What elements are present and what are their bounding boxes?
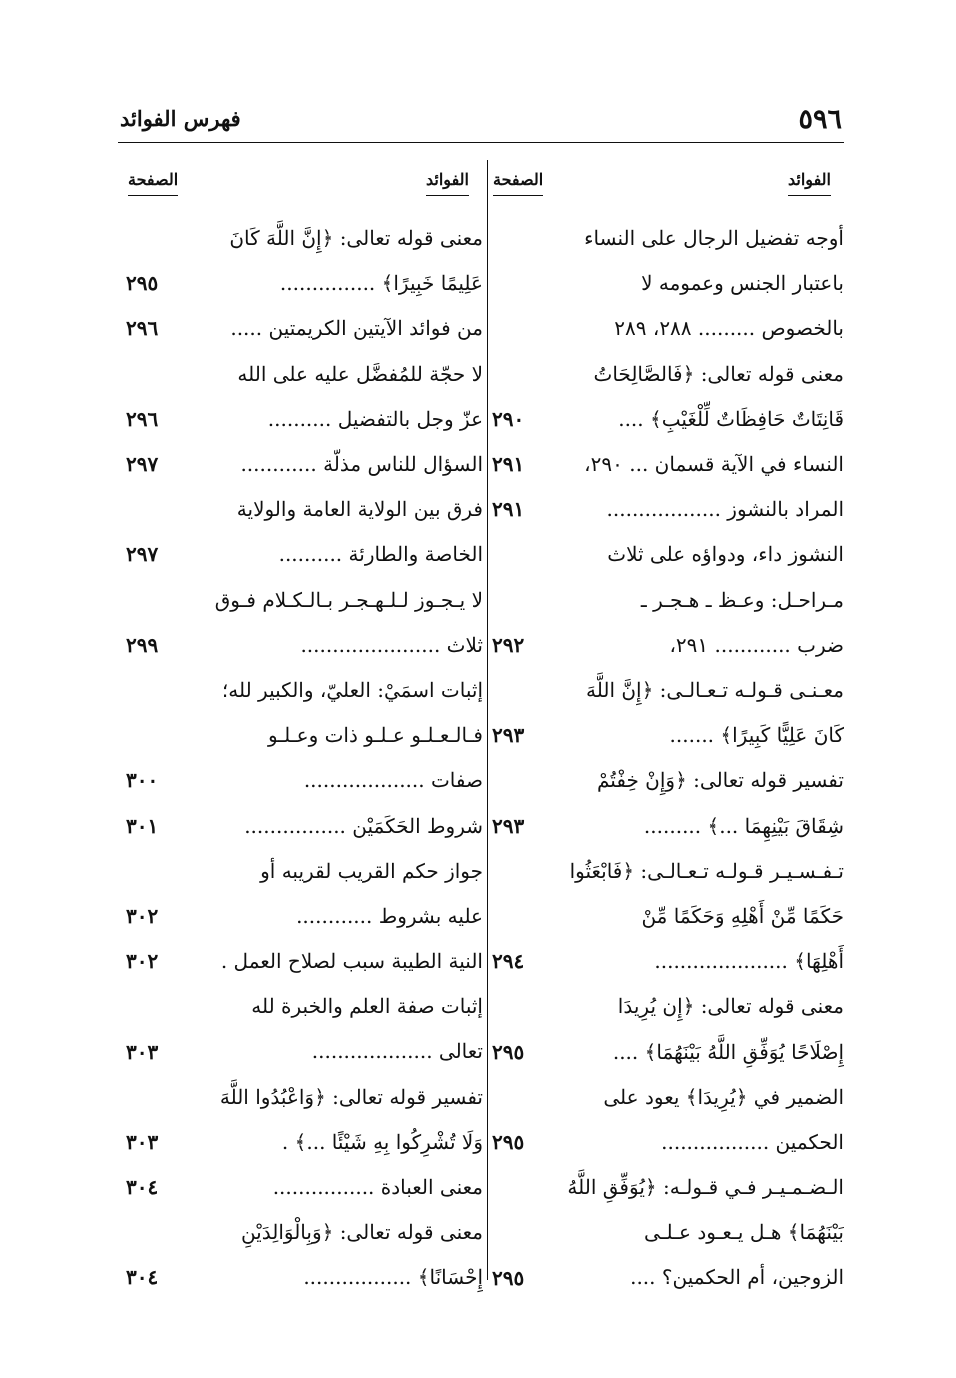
- entry-text: [181, 487, 483, 577]
- entry-text: [159, 578, 483, 668]
- index-entry: [126, 1210, 483, 1300]
- index-entry: [126, 442, 483, 487]
- entry-line: الزوجين، أم الحكمين؟ ....: [630, 1265, 844, 1290]
- entry-line: النساء في الآية قسمان ... ٢٩٠،: [584, 451, 844, 476]
- index-entry: [492, 849, 844, 985]
- right-column-benefits-header: الفوائد: [788, 170, 831, 196]
- entry-line: إِصْلَاحًا يُوَفِّقِ اللَّهُ بَيْنَهُمَا﴾ ....: [612, 1039, 844, 1064]
- entry-line: فرق بين الولاية العامة والولاية: [236, 497, 483, 522]
- entry-line: باعتبار الجنس وعمومه لا: [641, 271, 844, 296]
- entry-text: [557, 984, 844, 1074]
- entry-text: [181, 352, 483, 442]
- entry-line: لا يـجـوز لـلـهـجـر بـالـكـلام فـوق: [214, 587, 483, 612]
- left-index-column: [126, 216, 483, 1301]
- entry-text: [547, 1075, 844, 1165]
- entry-text: [541, 758, 844, 848]
- entry-line: معنى قوله تعالى: ﴿إِن يُرِيدَا: [617, 994, 844, 1019]
- page-ref: ٢٩٠: [492, 406, 525, 431]
- entry-line: وَلَا تُشْرِكُوا بِهِ شَيْئًا ...﴾ .: [281, 1129, 483, 1154]
- index-entry: [492, 352, 844, 442]
- entry-line: لا حجّة للمُفضَّل عليه على الله: [237, 361, 483, 386]
- entry-text: [188, 804, 483, 849]
- index-entry: [492, 758, 844, 848]
- entry-line: جواز حكم القريب لقريبه أو: [260, 858, 483, 883]
- entry-line: الخاصة والطارئة ..........: [278, 542, 483, 567]
- index-entry: [126, 984, 483, 1074]
- index-entry: [492, 1075, 844, 1165]
- entry-line: تعالى ...................: [311, 1039, 483, 1064]
- entry-text: [511, 1165, 844, 1301]
- page-ref: ٣٠٠: [126, 768, 159, 793]
- page-ref: ٢٩١: [492, 451, 525, 476]
- entry-line: الحكمين .................: [661, 1129, 844, 1154]
- page-ref: ٣٠٤: [126, 1175, 159, 1200]
- index-entry: [126, 804, 483, 849]
- index-entry: [126, 849, 483, 939]
- index-entry: [492, 487, 844, 532]
- page-ref: [492, 306, 546, 351]
- index-entry: [126, 216, 483, 306]
- page-ref: ٢٩٢: [492, 632, 525, 657]
- entry-line: أَهْلِهَا﴾ .....................: [654, 949, 844, 974]
- page-ref: ٢٩٧: [126, 542, 159, 567]
- page-ref: ٢٩٦: [126, 316, 159, 341]
- entry-text: [204, 849, 483, 939]
- entry-line: قَانِتَاتٌ حَافِظَاتٌ لِّلْغَيْبِ﴾ ....: [618, 406, 844, 431]
- left-column-page-header: الصفحة: [128, 170, 178, 196]
- entry-line: إِحْسَانًا﴾ .................: [303, 1265, 483, 1290]
- page-ref: ٢٩٧: [126, 451, 159, 476]
- index-entry: [492, 1165, 844, 1301]
- index-entry: [126, 487, 483, 577]
- page-ref: ٢٩٣: [492, 723, 525, 748]
- entry-line: بَيْنَهُمَا﴾ هـل يـعـود عـلـى: [644, 1220, 844, 1245]
- entry-line: تفسير قوله تعالى: ﴿وَاعْبُدُوا اللَّهَ: [219, 1084, 483, 1109]
- page-ref: ٢٩٥: [492, 1129, 525, 1154]
- page-ref: ٣٠٣: [126, 1039, 159, 1064]
- entry-line: أوجه تفضيل الرجال على النساء: [584, 226, 844, 250]
- entry-line: مـراحـل: وعـظ ـ هـجـر ـ: [640, 587, 844, 612]
- index-entry: [492, 532, 844, 668]
- entry-line: تفسير قوله تعالى: ﴿وَإِنْ خِفْتُمْ: [597, 768, 844, 793]
- running-title: فهرس الفوائد: [120, 106, 241, 131]
- entry-text: [528, 442, 844, 487]
- entry-text: [174, 306, 483, 351]
- index-entry: [126, 1075, 483, 1165]
- page-ref: ٢٩١: [492, 497, 525, 522]
- entry-line: بالخصوص ......... ٢٨٨، ٢٨٩: [614, 316, 844, 341]
- page-ref: ٢٩٦: [126, 406, 159, 431]
- page-ref: ٢٩٥: [126, 271, 159, 296]
- entry-line: عَلِيمًا خَبِيرًا﴾ ...............: [279, 271, 483, 296]
- entry-line: معـنـى قـولـه تـعـالـى: ﴿إِنَّ اللَّهَ: [586, 677, 844, 702]
- entry-line: إثبات اسمَيْ: العليّ، والكبير لله؛: [221, 677, 483, 702]
- column-divider: [487, 160, 488, 1280]
- index-entry: [126, 668, 483, 804]
- entry-line: كَانَ عَلِيًّا كَبِيرًا﴾ .......: [669, 723, 844, 748]
- entry-text: [173, 216, 483, 306]
- page-number: ٥٩٦: [798, 104, 842, 135]
- index-entry: [492, 442, 844, 487]
- entry-text: [164, 1075, 483, 1165]
- right-index-column: [492, 216, 844, 1301]
- entry-line: الضمير في ﴿يُرِيدَا﴾ يعود على: [603, 1084, 844, 1109]
- page-ref: ٣٠١: [126, 813, 159, 838]
- page-ref: ٣٠٣: [126, 1129, 159, 1154]
- entry-line: عزّ وجل بالتفضيل ..........: [267, 406, 483, 431]
- index-entry: [126, 306, 483, 351]
- entry-line: الـضـمـيـر فـي قـولـه: ﴿يُوَفِّقِ اللَّهُ: [567, 1175, 844, 1200]
- entry-text: [165, 939, 483, 984]
- entry-line: صفات ...................: [303, 768, 483, 793]
- entry-line: حَكَمًا مِّنْ أَهْلِهِ وَحَكَمًا مِّنْ: [641, 903, 844, 928]
- entry-line: السؤال للناس مذلّة ............: [240, 451, 483, 476]
- left-column-benefits-header: الفوائد: [426, 170, 469, 196]
- index-entry: [126, 578, 483, 668]
- index-entry: [492, 984, 844, 1074]
- page-ref: ٢٩٩: [126, 632, 159, 657]
- page-ref: ٣٠٢: [126, 903, 159, 928]
- entry-line: معنى قوله تعالى: ﴿فَالصَّالِحَاتُ: [593, 361, 844, 386]
- entry-line: معنى قوله تعالى: ﴿إِنَّ اللَّهَ كَانَ: [229, 226, 483, 250]
- index-entry: [126, 1165, 483, 1210]
- entry-line: معنى قوله تعالى: ﴿وَبِالْوَالِدَيْنِ: [240, 1220, 483, 1245]
- right-column-page-header: الصفحة: [493, 170, 543, 196]
- entry-text: [551, 487, 844, 532]
- entry-text: [538, 352, 845, 442]
- entry-text: [217, 1165, 483, 1210]
- entry-text: [551, 532, 844, 668]
- entry-line: المراد بالنشوز ..................: [606, 497, 844, 522]
- index-entry: [492, 668, 844, 758]
- page-ref: ٢٩٥: [492, 1039, 525, 1064]
- entry-line: معنى العبادة ................: [272, 1175, 483, 1200]
- entry-line: إثبات صفة العلم والخبرة لله: [251, 994, 483, 1019]
- entry-text: [184, 442, 483, 487]
- page-ref: ٢٩٥: [492, 1265, 525, 1290]
- page-header: [118, 100, 844, 143]
- entry-line: ثلاث ......................: [300, 632, 483, 657]
- page-ref: ٣٠٤: [126, 1265, 159, 1290]
- page-ref: ٣٠٢: [126, 949, 159, 974]
- entry-line: شِقَاقَ بَيْنِهِمَا ...﴾ .........: [643, 813, 844, 838]
- page-ref: ٢٩٣: [492, 813, 525, 838]
- index-entry: [126, 939, 483, 984]
- entry-line: النشوز داء، ودواؤه على ثلاث: [607, 542, 844, 567]
- entry-text: [514, 849, 844, 985]
- entry-text: [166, 668, 483, 804]
- index-entry: [492, 216, 844, 352]
- entry-line: ضرب ............ ٢٩١،: [669, 632, 844, 657]
- entry-text: [195, 984, 483, 1074]
- entry-line: تـفـسـيـر قـولـه تـعـالـى: ﴿فَابْعَثُوا: [569, 858, 844, 883]
- entry-line: شروط الحَكَمَيْن ................: [244, 813, 483, 838]
- entry-line: النية الطيبة سبب لصلاح العمل .: [220, 949, 483, 974]
- index-entry: [126, 352, 483, 442]
- entry-line: فـالـعـلـو عـلـو ذات وعـلـو: [267, 723, 483, 748]
- entry-text: [530, 668, 844, 758]
- page-ref: ٢٩٤: [492, 949, 525, 974]
- entry-line: عليه بشروط ............: [296, 903, 483, 928]
- entry-text: [528, 216, 844, 352]
- entry-line: من فوائد الآيتين الكريمتين .....: [230, 316, 483, 341]
- entry-text: [185, 1210, 483, 1300]
